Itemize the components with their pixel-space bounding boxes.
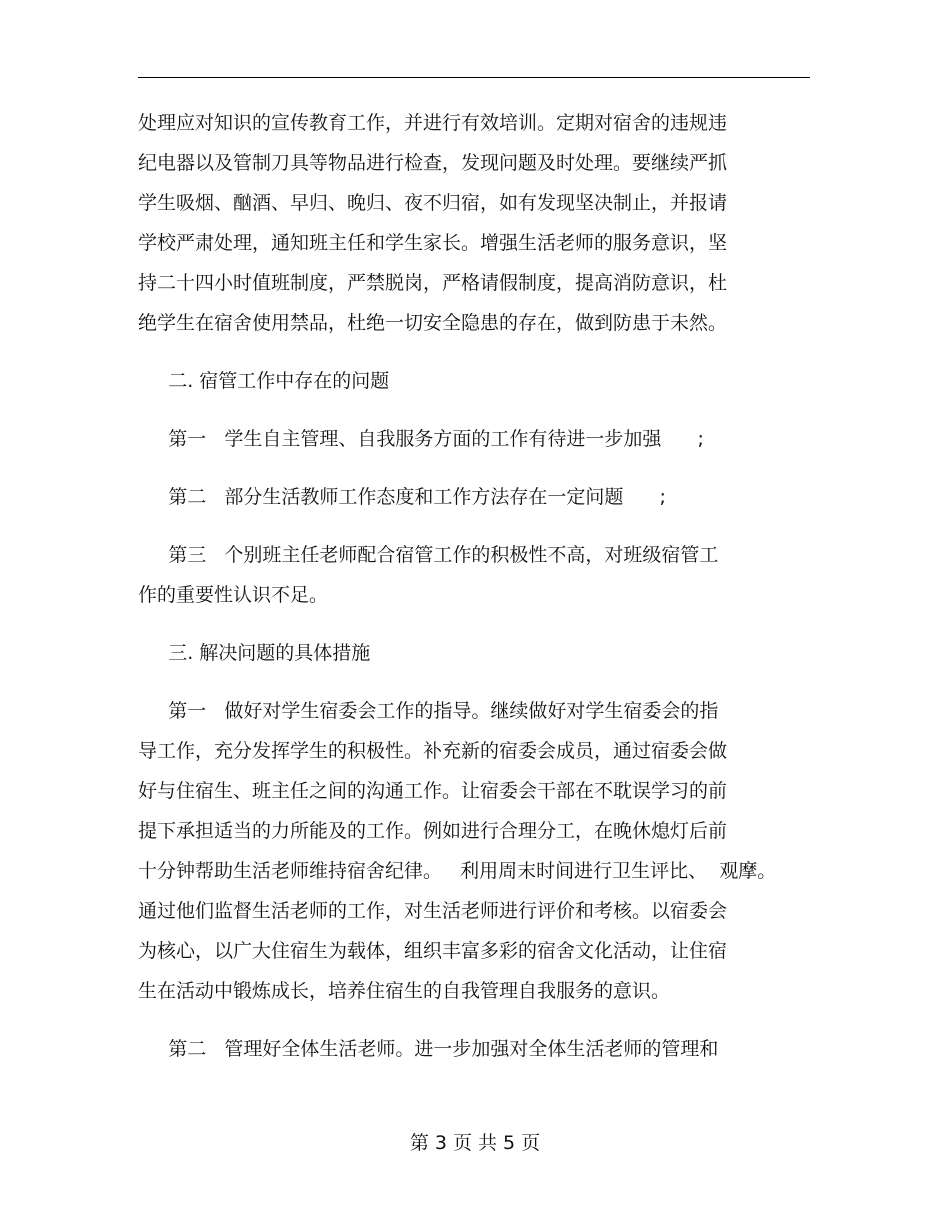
text-line: 好与住宿生、班主任之间的沟通工作。让宿委会干部在不耽误学习的前: [138, 780, 728, 802]
document-body: [138, 114, 810, 1080]
text-line: 导工作，充分发挥学生的积极性。补充新的宿委会成员，通过宿委会做: [138, 740, 728, 762]
text-line: 纪电器以及管制刀具等物品进行检查，发现问题及时处理。要继续严抓: [138, 152, 728, 174]
heading-text: 二. 宿管工作中存在的问题: [138, 370, 390, 392]
section-heading-problems: [138, 372, 810, 391]
measure-item-2: [138, 1040, 810, 1059]
page-footer: 第 3 页 共 5 页: [409, 1132, 541, 1154]
text-line: 处理应对知识的宣传教育工作，并进行有效培训。定期对宿舍的违规违: [138, 112, 728, 134]
text-line: 学校严肃处理，通知班主任和学生家长。增强生活老师的服务意识，坚: [138, 232, 728, 254]
section-heading-measures: [138, 644, 810, 663]
measure-item-1: [138, 702, 810, 1001]
text-line: 生在活动中锻炼成长，培养住宿生的自我管理自我服务的意识。: [138, 980, 671, 1002]
heading-text: 三. 解决问题的具体措施: [138, 642, 371, 664]
text-line: 作的重要性认识不足。: [138, 584, 329, 606]
text-line: 为核心，以广大住宿生为载体，组织丰富多彩的宿舍文化活动，让住宿: [138, 940, 728, 962]
problem-item-3: [138, 546, 810, 605]
problem-item-1: [138, 430, 810, 449]
text-line: 第一 做好对学生宿委会工作的指导。继续做好对学生宿委会的指: [138, 700, 719, 722]
text-line: 通过他们监督生活老师的工作，对生活老师进行评价和考核。以宿委会: [138, 900, 728, 922]
text-line: 提下承担适当的力所能及的工作。例如进行合理分工，在晚休熄灯后前: [138, 820, 728, 842]
problem-item-2: [138, 488, 810, 507]
text-line: 第一 学生自主管理、自我服务方面的工作有待进一步加强 ;: [138, 428, 704, 450]
text-line: 第二 管理好全体生活老师。进一步加强对全体生活老师的管理和: [138, 1038, 719, 1060]
text-line: 十分钟帮助生活老师维持宿舍纪律。 利用周末时间进行卫生评比、 观摩。: [138, 860, 777, 882]
text-line: 学生吸烟、酗酒、早归、晚归、夜不归宿，如有发现坚决制止，并报请: [138, 192, 728, 214]
header-rule: [138, 77, 810, 78]
text-line: 第二 部分生活教师工作态度和工作方法存在一定问题 ;: [138, 486, 666, 508]
text-line: 第三 个别班主任老师配合宿管工作的积极性不高，对班级宿管工: [138, 544, 719, 566]
text-line: 持二十四小时值班制度，严禁脱岗，严格请假制度，提高消防意识，杜: [138, 272, 728, 294]
text-line: 绝学生在宿舍使用禁品，杜绝一切安全隐患的存在，做到防患于未然。: [138, 312, 728, 334]
paragraph-dormitory-safety: [138, 114, 810, 333]
